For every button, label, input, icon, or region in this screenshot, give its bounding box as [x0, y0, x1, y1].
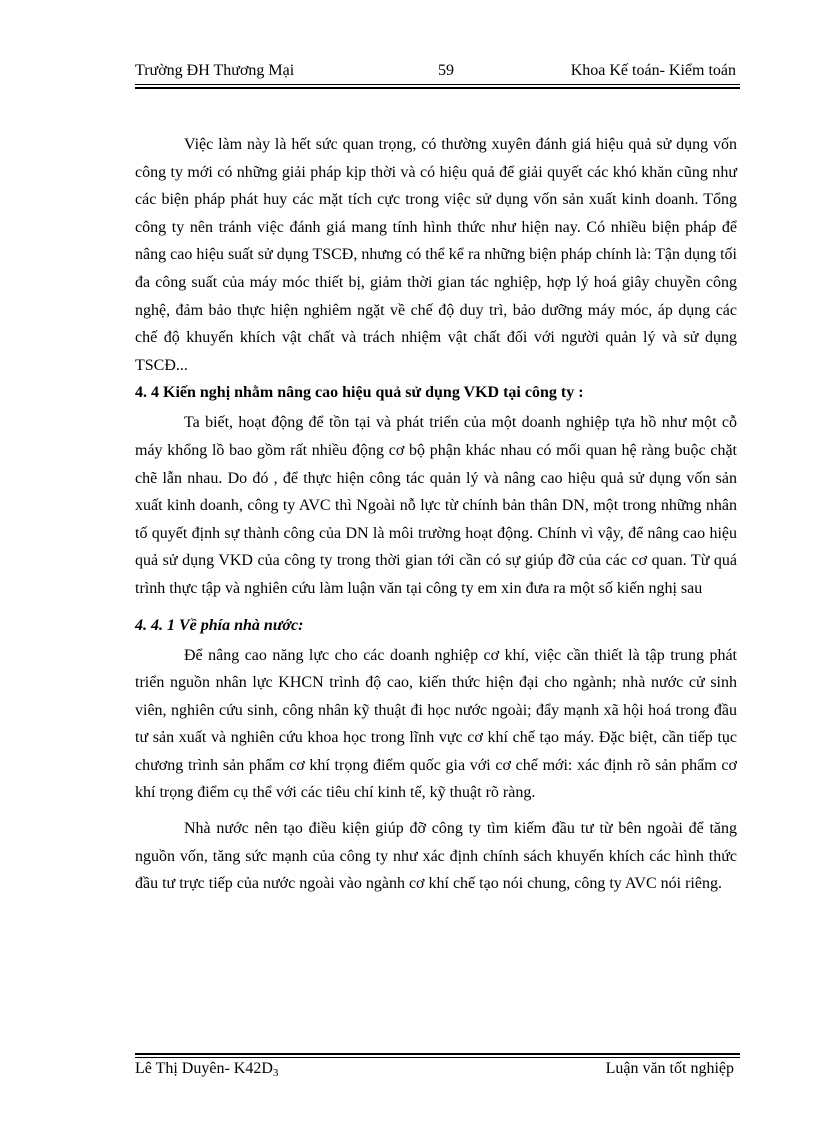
section-heading: 4. 4 Kiến nghị nhằm nâng cao hiệu quả sử dụng VKD tại công ty :: [135, 384, 584, 402]
paragraph-1: Việc làm này là hết sức quan trọng, có thường xuyên đánh giá hiệu quả sử dụng vốn công ty mới có những giải pháp kịp thời và có hiệu quả để giải quyết các khó khăn cũng như các biện pháp phát huy các mặt tích cực trong việc sử dụng vốn sản xuất kinh doanh. Tổng công ty nên tránh việc đánh giá mang tính hình thức như hiện nay. Có nhiều biện pháp để nâng cao hiệu suất sử dụng TSCĐ, nhưng có thể kể ra những biện pháp chính là: Tận dụng tối đa công suất của máy móc thiết bị, giảm thời gian tác nghiệp, hợp lý hoá giây chuyền công nghệ, đảm bảo thực hiện nghiêm ngặt về chế độ duy trì, bảo dưỡng máy móc, áp dụng các chế độ khuyến khích vật chất và trách nhiệm vật chất đối với người quản lý và sử dụng TSCĐ...: [135, 136, 737, 374]
page-header: [135, 58, 740, 84]
page-number: 59: [438, 62, 454, 79]
header-school: Trường ĐH Thương Mại: [135, 62, 295, 79]
footer-doc-type: Luận văn tốt nghiệp: [605, 1060, 734, 1077]
paragraph-3: Để nâng cao năng lực cho các doanh nghiệp cơ khí, việc cần thiết là tập trung phát triển nguồn nhân lực KHCN trình độ cao, kiến thức hiện đại cho ngành; nhà nước cử sinh viên, nghiên cứu sinh, công nhân kỹ thuật đi học nước ngoài; đẩy mạnh xã hội hoá trong đầu tư sản xuất và nghiên cứu khoa học trong lĩnh vực cơ khí chế tạo máy. Đặc biệt, cần tiếp tục chương trình sản phẩm cơ khí trọng điểm quốc gia với cơ chế mới: xác định rõ sản phẩm cơ khí trọng điểm cụ thể với các tiêu chí kinh tế, kỹ thuật rõ ràng.: [135, 646, 737, 802]
header-rule-thick: [135, 87, 740, 89]
subsection-heading: 4. 4. 1 Về phía nhà nước:: [135, 616, 304, 634]
paragraph-4: Nhà nước nên tạo điều kiện giúp đỡ công ty tìm kiếm đầu tư từ bên ngoài để tăng nguồn vốn, tăng sức mạnh của công ty như xác định chính sách khuyến khích các hình thức đầu tư trực tiếp của nước ngoài vào ngành cơ khí chế tạo nói chung, công ty AVC nói riêng.: [135, 820, 737, 893]
footer-author-subscript: 3: [272, 1067, 279, 1079]
footer-author-name: Lê Thị Duyên- K42D: [135, 1060, 273, 1077]
footer-author: [135, 1056, 278, 1082]
header-rule-thin: [135, 84, 740, 85]
paragraph-2: Ta biết, hoạt động để tồn tại và phát triển của một doanh nghiệp tựa hồ như một cỗ máy khổng lồ bao gồm rất nhiều động cơ bộ phận khác nhau có mối quan hệ ràng buộc chặt chẽ lẫn nhau. Do đó , để thực hiện công tác quản lý và nâng cao hiệu quả sử dụng vốn sản xuất kinh doanh, công ty AVC thì Ngoài nỗ lực từ chính bản thân DN, một trong những nhân tố quyết định sự thành công của DN là môi trường hoạt động. Chính vì vậy, để nâng cao hiệu quả sử dụng VKD của công ty trong thời gian tới cần có sự giúp đỡ của các cơ quan. Từ quá trình thực tập và nghiên cứu làm luận văn tại công ty em xin đưa ra một số kiến nghị sau: [135, 414, 737, 597]
page-body: [135, 131, 737, 898]
page-footer: [135, 1056, 740, 1082]
footer-rule-thick: [135, 1053, 740, 1055]
header-faculty: Khoa Kế toán- Kiểm toán: [570, 62, 736, 79]
